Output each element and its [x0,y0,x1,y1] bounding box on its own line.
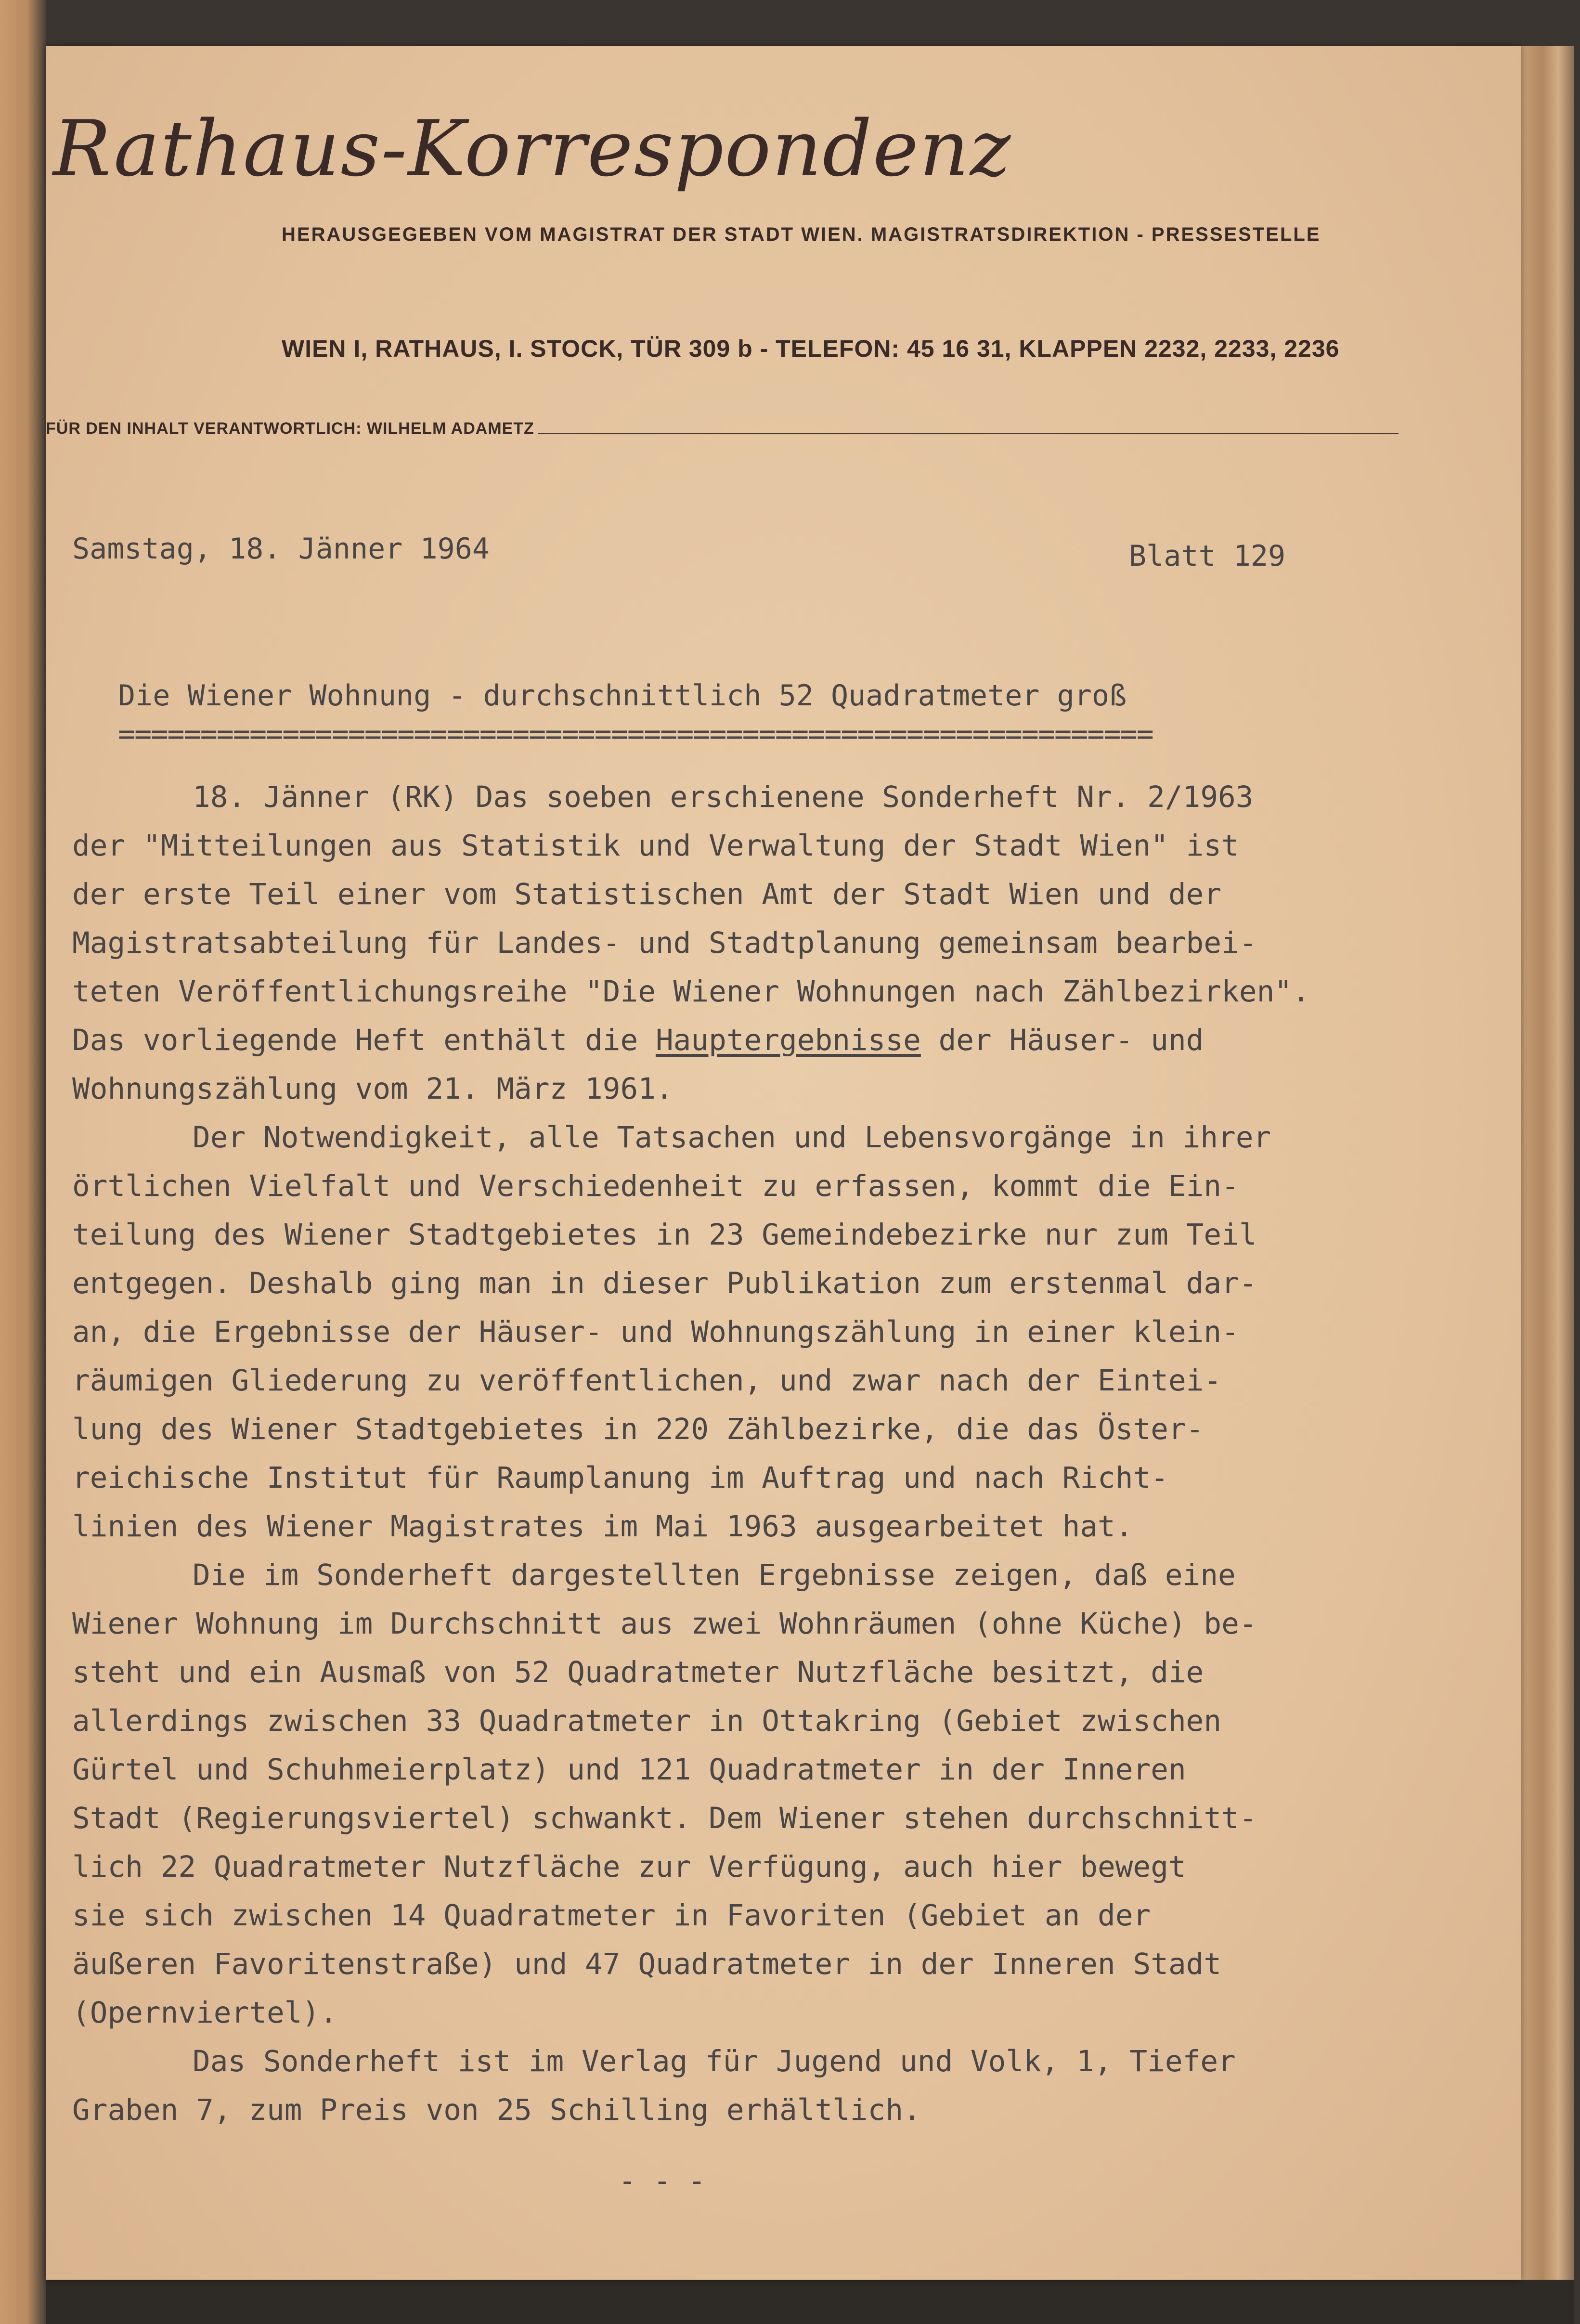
body-line: an, die Ergebnisse der Häuser- und Wohnungszählung in einer klein- [72,1315,1239,1349]
sheet-number: Blatt 129 [1129,539,1286,573]
body-line: Wiener Wohnung im Durchschnitt aus zwei Wohnräumen (ohne Küche) be- [72,1607,1257,1641]
body-line: sie sich zwischen 14 Quadratmeter in Favoriten (Gebiet an der [72,1898,1151,1933]
headline-double-underline: =============================================================== [118,717,1153,751]
body-line-part: Das vorliegende Heft enthält die [72,1023,638,1057]
body-line: lich 22 Quadratmeter Nutzfläche zur Verfügung, auch hier bewegt [72,1850,1186,1884]
body-line: lung des Wiener Stadtgebietes in 220 Zählbezirke, die das Öster- [72,1412,1204,1446]
masthead-rule [538,433,1399,434]
masthead-title: Rathaus-Korrespondenz [53,104,1012,194]
body-line: entgegen. Deshalb ging man in dieser Publikation zum erstenmal dar- [72,1266,1257,1300]
masthead-responsible-row [46,412,1399,438]
body-line: Wohnungszählung vom 21. März 1961. [72,1072,673,1106]
body-line: der "Mitteilungen aus Statistik und Verwaltung der Stadt Wien" ist [72,829,1239,863]
body-line: Graben 7, zum Preis von 25 Schilling erhältlich. [72,2093,921,2127]
end-mark: - - - [619,2164,706,2198]
issue-date: Samstag, 18. Jänner 1964 [72,532,490,566]
body-line [72,1016,1492,1065]
book-binding-left [0,0,46,2324]
body-line: Stadt (Regierungsviertel) schwankt. Dem Wiener stehen durchschnitt- [72,1801,1257,1835]
body-line: Der Notwendigkeit, alle Tatsachen und Lebensvorgänge in ihrer [193,1120,1271,1155]
body-line: örtlichen Vielfalt und Verschiedenheit zu erfassen, kommt die Ein- [72,1169,1239,1203]
underlined-term: Hauptergebnisse [655,1023,921,1057]
body-line: äußeren Favoritenstraße) und 47 Quadratmeter in der Inneren Stadt [72,1947,1222,1981]
document-page [46,46,1521,2280]
body-line: Das Sonderheft ist im Verlag für Jugend und Volk, 1, Tiefer [193,2044,1236,2078]
body-line: allerdings zwischen 33 Quadratmeter in Ottakring (Gebiet zwischen [72,1704,1222,1738]
masthead-responsible: FÜR DEN INHALT VERANTWORTLICH: WILHELM ADAMETZ [46,419,534,438]
body-line: (Opernviertel). [72,1996,337,2030]
body-line: räumigen Gliederung zu veröffentlichen, und zwar nach der Eintei- [72,1363,1222,1398]
body-line: teilung des Wiener Stadtgebietes in 23 Gemeindebezirke nur zum Teil [72,1218,1257,1252]
body-line: Magistratsabteilung für Landes- und Stadtplanung gemeinsam bearbei- [72,926,1257,960]
article-headline: Die Wiener Wohnung - durchschnittlich 52 Quadratmeter groß [118,679,1127,713]
body-line: Die im Sonderheft dargestellten Ergebnisse zeigen, daß eine [193,1558,1236,1592]
body-line: 18. Jänner (RK) Das soeben erschienene Sonderheft Nr. 2/1963 [193,780,1254,814]
body-line: Gürtel und Schuhmeierplatz) und 121 Quadratmeter in der Inneren [72,1753,1186,1787]
body-line-part: der Häuser- und [938,1023,1204,1057]
book-page-edges [1521,46,1574,2289]
body-line: teten Veröffentlichungsreihe "Die Wiener Wohnungen nach Zählbezirken". [72,974,1310,1009]
scan-background [46,2280,1574,2324]
masthead-publisher: HERAUSGEGEBEN VOM MAGISTRAT DER STADT WIEN. MAGISTRATSDIREKTION - PRESSESTELLE [282,224,1321,245]
body-line: der erste Teil einer vom Statistischen Amt der Stadt Wien und der [72,877,1222,911]
body-line: steht und ein Ausmaß von 52 Quadratmeter Nutzfläche besitzt, die [72,1655,1204,1689]
body-line: linien des Wiener Magistrates im Mai 1963 ausgearbeitet hat. [72,1509,1133,1544]
article-body [72,773,1492,2134]
body-line: reichische Institut für Raumplanung im Auftrag und nach Richt- [72,1461,1168,1495]
masthead-address: WIEN I, RATHAUS, I. STOCK, TÜR 309 b - TELEFON: 45 16 31, KLAPPEN 2232, 2233, 2236 [282,335,1340,362]
